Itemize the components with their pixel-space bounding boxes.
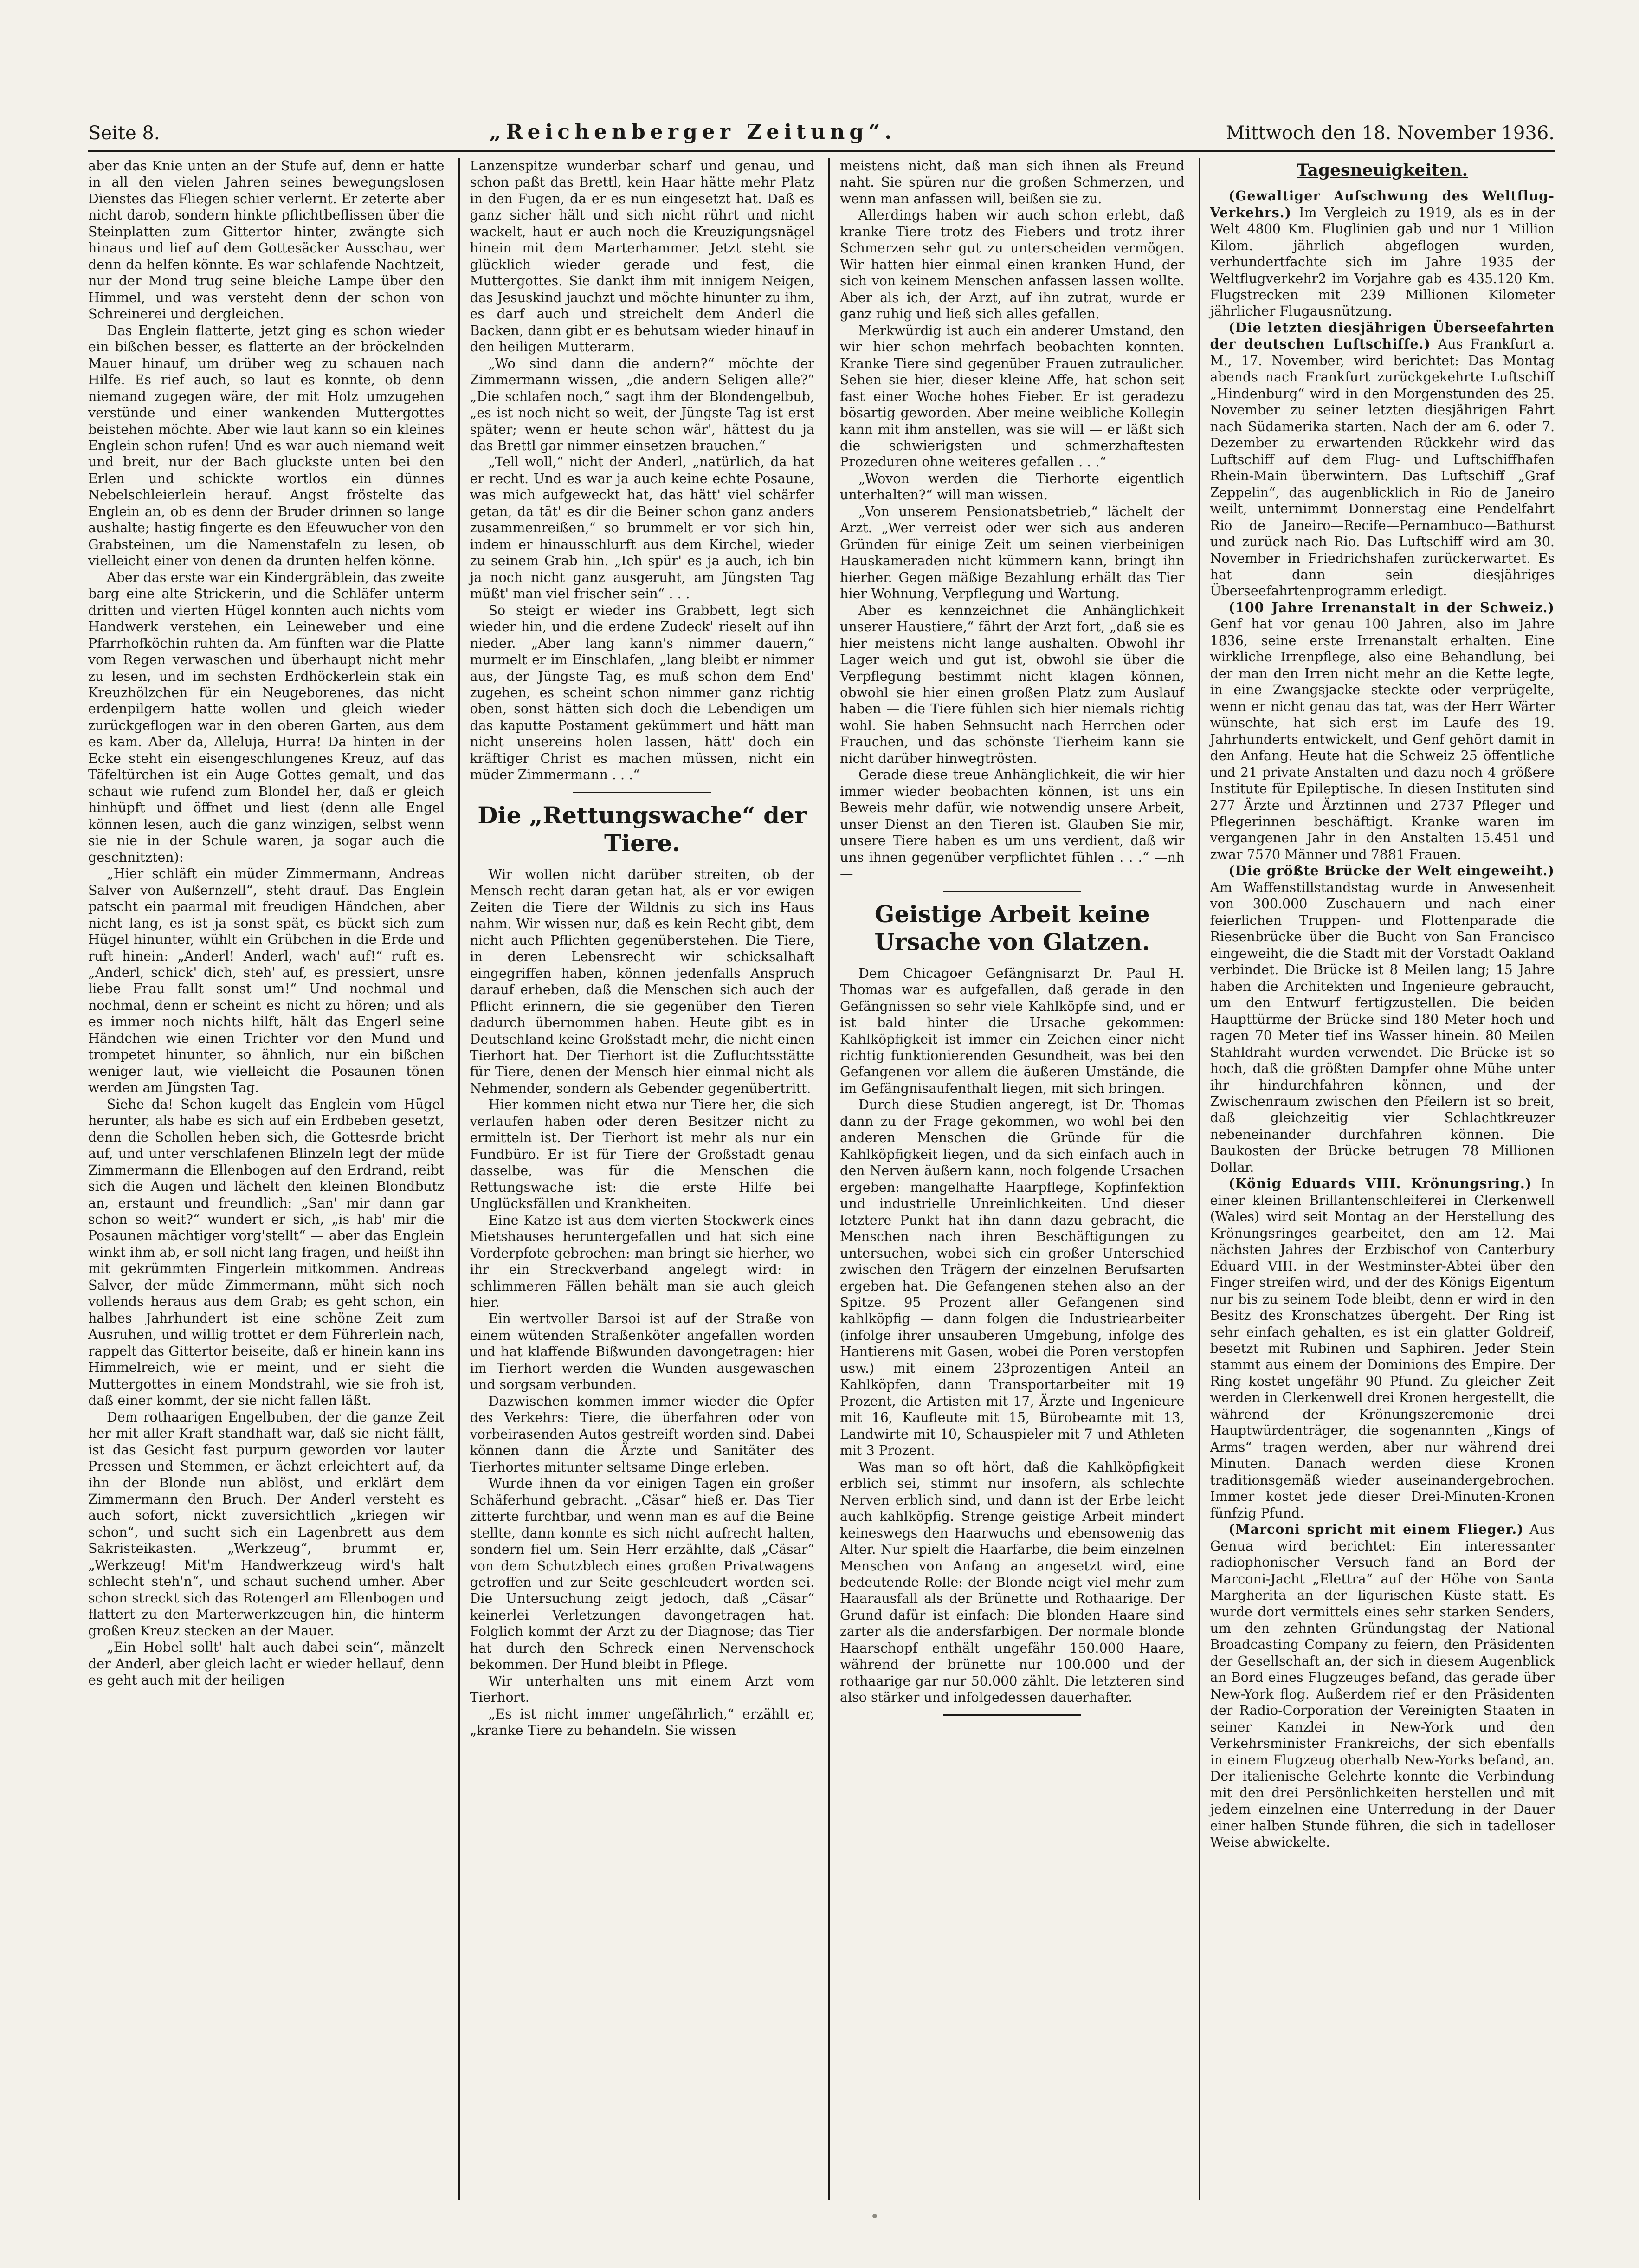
paragraph: „Wovon werden die Tierhorte eigentlich unterhalten?“ will man wissen. — [840, 471, 1185, 503]
paragraph: Dem Chicagoer Gefängnisarzt Dr. Paul H. Thomas war es aufgefallen, daß gerade in den Gefängnissen so sehr viele Kahlköpfe sind, und er ist bald hinter die Ursache gekommen: Kahlköpfigkeit ist immer ein Zeichen einer nicht richtig funktionierenden Gesundheit, was bei den Gefangenen vor allem die äußeren Umstände, die im Gefängnisaufenthalt liegen, mit sich bringen. — [840, 965, 1185, 1096]
paragraph: Wurde ihnen da vor einigen Tagen ein großer Schäferhund gebracht. „Cäsar“ hieß er. Das Tier zitterte furchtbar, und wenn man es auf die Beine stellte, dann konnte es sich nicht aufrecht halten, sondern fiel um. Sein Herr erzählte, daß „Cäsar“ von dem Schutzblech eines großen Privatwagens getroffen und zur Seite geschleudert worden sei. Die Untersuchung zeigt jedoch, daß „Cäsar“ keinerlei Verletzungen davongetragen hat. Folglich kommt der Arzt zu der Diagnose; das Tier hat durch den Schreck einen Nervenschock bekommen. Der Hund bleibt in Pflege. — [470, 1476, 814, 1673]
masthead: „Reichenberger Zeitung“. — [489, 120, 897, 144]
news-item-lead: (Die letzten diesjährigen Überseefahrten der deutschen Luftschiffe.) — [1210, 319, 1555, 352]
issue-date: Mittwoch den 18. November 1936. — [1226, 123, 1555, 144]
paragraph: Ein wertvoller Barsoi ist auf der Straße von einem wütenden Straßenköter angefallen worden und hat klaffende Bißwunden davongetragen: hier im Tierhort werden die Wunden ausgewaschen und sorgsam verbunden. — [470, 1311, 814, 1393]
paragraph: Hier kommen nicht etwa nur Tiere her, die sich verlaufen haben oder deren Besitzer nicht zu ermitteln ist. Der Tierhort ist mehr als nur ein Fundbüro. Er ist für Tiere der Großstadt genau dasselbe, was für die Menschen die Rettungswache ist: die erste Hilfe bei Unglücksfällen und Krankheiten. — [470, 1097, 814, 1212]
paragraph: meistens nicht, daß man sich ihnen als Freund naht. Sie spüren nur die großen Schmerzen, und wenn man anfassen will, beißen sie zu. — [840, 158, 1185, 207]
paragraph: Merkwürdig ist auch ein anderer Umstand, den wir hier schon mehrfach beobachten konnten. Kranke Tiere sind gegenüber Frauen zutraulicher. Sehen sie hier, dieser kleine Affe, hat schon seit fast einer Woche hohes Fieber. Er ist geradezu bösartig geworden. Aber meine weibliche Kollegin kann mit ihm anstellen, was sie will — er läßt sich die schwierigsten und schmerzhaftesten Prozeduren ohne weiteres gefallen . . .“ — [840, 323, 1185, 470]
news-item-lead: (Die größte Brücke der Welt eingeweiht.) — [1228, 863, 1555, 879]
paragraph: Lanzenspitze wunderbar scharf und genau, und schon paßt das Brettl, kein Haar hätte mehr Platz in den Fugen, da er es nun eingesetzt hat. Daß es ganz sicher hält und sich nicht rührt und nicht wackelt, haut er auch noch die Kreuzigungsnägel hinein mit dem Marterhammer. Jetzt steht sie glücklich wieder gerade und fest, die Muttergottes. Sie dankt ihm mit innigem Neigen, das Jesuskind jauchzt und möchte hinunter zu ihm, es darf auch und streichelt dem Anderl die Backen, dann gibt er es behutsam wieder hinauf in den heiligen Mutterarm. — [470, 158, 814, 355]
news-item — [1210, 320, 1555, 600]
paragraph: „Wo sind dann die andern?“ möchte der Zimmermann wissen, „die andern Seligen alle?“ „Die schlafen noch,“ sagt ihm der Blondengelbub, „es ist noch nicht so weit, der Jüngste Tag ist erst später; wenn er heute schon wär', hättest du ja das Brettl gar nimmer einsetzen brauchen.“ — [470, 355, 814, 453]
news-item-lead: (100 Jahre Irrenanstalt in der Schweiz.) — [1228, 599, 1555, 615]
news-item — [1210, 1176, 1555, 1521]
article-headline: Geistige Arbeit keine Ursache von Glatzen. — [874, 900, 1150, 956]
paragraph: aber das Knie unten an der Stufe auf, denn er hatte in all den vielen Jahren seines bewegungslosen Dienstes das Fliegen schier verlernt. Er zeterte aber nicht darob, sondern hinkte pflichtbeflissen über die Steinplatten zum Gittertor hinter, zwängte sich hinaus und lief auf dem Gottesäcker Ausschau, wer denn da helfen könnte. Es war schlafende Nachtzeit, nur der Mond trug seine bleiche Lampe über den Himmel, und was versteht denn der schon von Schreinerei und dergleichen. — [88, 158, 445, 322]
paragraph: Aber das erste war ein Kindergräblein, das zweite barg eine alte Strickerin, und die Schläfer unterm dritten und vierten Hügel konnten auch nichts vom Handwerk verstehen, ein Leineweber und eine Pfarrhofköchin ruhten da. Am fünften war die Platte vom Regen verwaschen und überhaupt nicht mehr zu lesen, und im sechsten Erdhöckerlein stak ein Kreuzhölzchen für ein Neugeborenes, das nicht erdenpilgern hatte wollen und gleich wieder zurückgeflogen war in den oberen Garten, aus dem es kam. Aber da, Alleluja, Hurra! Da hinten in der Ecke steht ein eisengeschlungenes Kreuz, auf das Täfeltürchen ist ein Auge Gottes gemalt, und das schaut wie rufend zum Blondel her, daß er gleich hinhüpft und öffnet und liest (denn alle Engel können lesen, auch die ganz winzigen, selbst wenn sie nie in der Schule waren, ja sogar auch die geschnitzten): — [88, 569, 445, 865]
column-1 — [88, 158, 445, 2200]
news-item — [1210, 600, 1555, 863]
paragraph: Das Englein flatterte, jetzt ging es schon wieder ein bißchen besser, es flatterte an der bröckelnden Mauer hinauf, um drüber weg zu schauen nach Hilfe. Es rief auch, so laut es konnte, ob denn niemand zugegen wäre, der mit Holz umzugehen verstünde und einer wankenden Muttergottes beistehen möchte. Aber wie laut kann so ein kleines Englein schon rufen! Und es war auch niemand weit und breit, nur der Bach gluckste unten bei den Erlen und schickte wortlos ein dünnes Nebelschleierlein herauf. Angst fröstelte das Englein an, ob es denn der Bruder drinnen so lange aushalte; hastig fingerte es den Efeuwucher von den Grabsteinen, um die Namenstafeln zu lesen, ob vielleicht einer von denen da drunten helfen könne. — [88, 323, 445, 569]
column-2 — [458, 158, 815, 2200]
section-divider — [943, 891, 1081, 892]
paragraph: „Es ist nicht immer ungefährlich,“ erzählt er, „kranke Tiere zu behandeln. Sie wissen — [470, 1706, 814, 1738]
page-header — [88, 107, 1555, 152]
article-columns — [88, 158, 1555, 2200]
paragraph: „Ein Hobel sollt' halt auch dabei sein“, mänzelt der Anderl, aber gleich lacht er wieder hellauf, denn es geht auch mit der heiligen — [88, 1640, 445, 1688]
news-item-text: Genf hat vor genau 100 Jahren, also im Jahre 1836, seine erste Irrenanstalt erhalten. Eine wirkliche Irrenpflege, also eine Behandlung, bei der man den Irren nicht mehr an die Kette legte, in eine Zwangsjacke steckte oder verprügelte, wenn er nicht genau das tat, was der Herr Wärter wünschte, hat sich erst im Laufe des 19. Jahrhunderts entwickelt, und Genf gehört damit in den Anfang. Heute hat die Schweiz 25 öffentliche und 21 private Anstalten und dazu noch 4 größere Institute für Epileptische. In diesen Instituten sind 277 Ärzte und Ärztinnen und 2737 Pfleger und Pflegerinnen beschäftigt. Kranke waren im vergangenen Jahr in den Anstalten 15.451 und zwar 7570 Männer und 7881 Frauen. — [1210, 616, 1555, 862]
news-item-text: Im Vergleich zu 1919, als es in der Welt 4800 Km. Fluglinien gab und nur 1 Million Kilom. jährlich abgeflogen wurden, verhundertfachte sich im Jahre 1935 der Weltflugverkehr2 im Vorjahre gab es 435.120 Km. Flugstrecken mit 239 Millionen Kilometer jährlicher Flugausnützung. — [1210, 205, 1555, 319]
news-item-text: Aus Genua wird berichtet: Ein interessanter radiophonischer Versuch fand an Bord der Marconi-Jacht „Elettra“ auf der Höhe von Santa Margherita an der ligurischen Küste statt. Es wurde dort vermittels eines sehr starken Senders, um den zehnten Gründungstag der National Broadcasting Company zu feiern, den Präsidenten der Gesellschaft an, der sich in diesem Augenblick an Bord eines Flugzeuges befand, das gerade über New-York flog. Außerdem rief er den Präsidenten der Radio-Corporation der Vereinigten Staaten in seiner Kanzlei in New-York und den Verkehrsminister Frankreichs, der sich ebenfalls in einem Flugzeug oberhalb New-Yorks befand, an. Der italienische Gelehrte konnte die Verbindung mit den drei Persönlichkeiten herstellen und mit jedem einzelnen eine Unterredung in der Dauer einer halben Stunde führen, die sich in tadelloser Weise abwickelte. — [1210, 1522, 1555, 1850]
paragraph: Dem rothaarigen Engelbuben, der die ganze Zeit her mit aller Kraft standhaft war, daß sie nicht fällt, ist das Gesicht fast purpurn geworden vor lauter Pressen und Stemmen, er ächzt erleichtert auf, da ihn der Blonde nun ablöst, und erklärt dem Zimmermann den Bruch. Der Anderl versteht es auch sofort, nickt zuversichtlich „kriegen wir schon“, und sucht sich ein Lagenbrett aus dem Sakristeikasten. „Werkzeug“, brummt er, „Werkzeug! Mit'm Handwerkzeug wird's halt schlecht steh'n“, und schaut suchend umher. Aber schon streckt sich das Rotengerl am Ellenbogen und flattert zu den Marterwerkzeugen hin, die hinterm großen Kreuz stecken an der Mauer. — [88, 1409, 445, 1639]
news-item-text: Am Waffenstillstandstag wurde in Anwesenheit von 300.000 Zuschauern und nach einer feierlichen Truppen- und Flottenparade die Riesenbrücke über die Bucht von San Francisco eingeweiht, die die Stadt mit der Vorstadt Oakland verbindet. Die Brücke ist 8 Meilen lang; 15 Jahre haben die Architekten und Ingenieure gebraucht, um den Entwurf fertigzustellen. Die beiden Haupttürme der Brücke sind 180 Meter hoch und ragen 70 Meter tief ins Wasser hinein. 80 Meilen Stahldraht wurden verwendet. Die Brücke ist so hoch, daß die größten Dampfer ohne Mühe unter ihr hindurchfahren können, und der Zwischenraum zwischen den Pfeilern ist so breit, daß gleichzeitig vier Schlachtkreuzer nebeneinander durchfahren können. Die Baukosten der Brücke betrugen 78 Millionen Dollar. — [1210, 879, 1555, 1175]
paragraph: Was man so oft hört, daß die Kahlköpfigkeit erblich sei, stimmt nur insofern, als schlechte Nerven erblich sind, und dann ist der Erbe leicht auch kahlköpfig. Strenge geistige Arbeit mindert keineswegs den Haarwuchs und ebensowenig das Alter. Nur spielt die Haarfarbe, die beim einzelnen Menschen von Anfang an angesetzt wird, eine bedeutende Rolle: der Blonde neigt viel mehr zum Haarausfall als der Brünette und Rothaarige. Der Grund dafür ist einfach: Die blonden Haare sind zarter als die andersfarbigen. Der normale blonde Haarschopf enthält ungefähr 150.000 Haare, während der brünette nur 100.000 und der rothaarige gar nur 50.000 zählt. Die letzteren sind also stärker und infolgedessen dauerhafter. — [840, 1459, 1185, 1706]
news-item-lead: (Marconi spricht mit einem Flieger.) — [1228, 1521, 1524, 1538]
column-4 — [1199, 158, 1555, 2200]
paragraph: „Hier schläft ein müder Zimmermann, Andreas Salver von Außernzell“, steht drauf. Das Englein patscht ein paarmal mit freudigen Händchen, aber nicht lang, es ist ja sonst spät, es bückt sich zum Hügel hinunter, wühlt ein Grübchen in die Erde und ruft hinein: „Anderl! Anderl, wach' auf!“ ruft es. „Anderl, schick' dich, steh' auf, es pressiert, unsre liebe Frau fallt sonst um!“ Und nochmal und nochmal, denn er scheint es nicht zu hören; und als es immer noch nichts hilft, hält das Engerl seine Händchen wie einen Trichter vor den Mund und trompetet hinunter, so ähnlich, nur ein bißchen weniger laut, wie vielleicht die Posaunen tönen werden am Jüngsten Tag. — [88, 866, 445, 1096]
paragraph: So steigt er wieder ins Grabbett, legt sich wieder hin, und die erdene Zudeck' rieselt auf ihn nieder. „Aber lang kann's nimmer dauern,“ murmelt er im Einschlafen, „lang bleibt er nimmer aus, der Jüngste Tag, es muß schon dem End' zugehen, es scheint schon nimmer ganz richtig oben, sonst hätten sich doch die Lebendigen um das kaputte Postament gekümmert und hätt man nicht unsereins holen lassen, hätt' doch ein kräftiger Christ es machen müssen, nicht ein müder Zimmermann . . .“ — [470, 602, 814, 783]
news-item — [1210, 188, 1555, 320]
section-divider — [573, 792, 711, 793]
section-headline: Tagesneuigkeiten. — [1297, 161, 1468, 180]
paragraph: Aber es kennzeichnet die Anhänglichkeit unserer Haustiere,“ fährt der Arzt fort, „daß sie es hier meistens nicht lange aushalten. Obwohl ihr Lager weich und gut ist, obwohl sie über die Verpflegung bestimmt nicht klagen können, obwohl sie hier einen großen Platz zum Auslauf haben — die Tiere fühlen sich hier niemals richtig wohl. Sie haben Sehnsucht nach Herrchen oder Frauchen, und das schönste Tierheim kann sie nicht darüber hinwegtrösten. — [840, 602, 1185, 766]
news-item-lead: (Gewaltiger Aufschwung des Weltflug-Verkehrs.) — [1210, 188, 1555, 220]
paragraph: Eine Katze ist aus dem vierten Stockwerk eines Mietshauses heruntergefallen und hat sich eine Vorderpfote gebrochen: man bringt sie hierher, wo ihr ein Streckverband angelegt wird: in schlimmeren Fällen behält man sie auch gleich hier. — [470, 1212, 814, 1310]
news-item — [1210, 863, 1555, 1176]
punch-hole-mark — [872, 2214, 877, 2218]
section-divider — [943, 1714, 1081, 1716]
paragraph: Durch diese Studien angeregt, ist Dr. Thomas dann zu der Frage gekommen, wo wohl bei den anderen Menschen die Gründe für die Kahlköpfigkeit liegen, und da sich einfach auch in den Nerven äußern kann, noch folgende Ursachen ergeben: mangelhafte Haarpflege, Kopfinfektion und industrielle Unreinlichkeiten. Und dieser letztere Punkt hat ihn dann dazu gebracht, die Menschen nach ihren Beschäftigungen zu untersuchen, wobei sich ein großer Unterschied zwischen den Trägern der einzelnen Berufsarten ergeben hat. Die Gefangenen stehen also an der Spitze. 95 Prozent aller Gefangenen sind kahlköpfig — dann folgen die Industriearbeiter (infolge ihrer unsauberen Umgebung, infolge des Hantierens mit Gasen, wobei die Poren verstopfen usw.) mit einem 23prozentigen Anteil an Kahlköpfen, dann Transportarbeiter mit 19 Prozent, die Artisten mit 17, Ärzte und Ingenieure mit 16, Kaufleute mit 15, Bürobeamte mit 13, Landwirte mit 10, Schauspieler mit 7 und Athleten mit 3 Prozent. — [840, 1097, 1185, 1459]
paragraph: Allerdings haben wir auch schon erlebt, daß kranke Tiere trotz des Fiebers und trotz ihrer Schmerzen sehr gut zu unterscheiden vermögen. Wir hatten hier einmal einen kranken Hund, der sich von keinem Menschen anfassen lassen wollte. Aber als ich, der Arzt, auf ihn zutrat, wurde er ganz ruhig und ließ sich alles gefallen. — [840, 207, 1185, 322]
news-item-text: Aus Frankfurt a. M., 17. November, wird berichtet: Das Montag abends nach Frankfurt zurückgekehrte Luftschiff „Hindenburg“ wird in den Morgenstunden des 25. November zu seiner letzten diesjährigen Fahrt nach Südamerika starten. Nach der am 6. oder 7. Dezember zu erwartenden Rückkehr wird das Luftschiff auf dem Flug- und Luftschiffhafen Rhein-Main überwintern. Das Luftschiff „Graf Zeppelin“, das augenblicklich in Rio de Janeiro weilt, unternimmt Donnerstag eine Pendelfahrt Rio de Janeiro—Recife—Pernambuco—Bathurst und zurück nach Rio. Das Luftschiff wird am 30. November in Friedrichshafen zurückerwartet. Es hat dann sein diesjähriges Überseefahrtenprogramm erledigt. — [1210, 336, 1555, 599]
paragraph: Siehe da! Schon kugelt das Englein vom Hügel herunter, als habe es sich auf ein Erdbeben gesetzt, denn die Schollen heben sich, die Gottesrde bricht auf, und unter verschlafenen Blinzeln legt der müde Zimmermann die Ellenbogen auf den Erdrand, reibt sich die Augen und lächelt den kleinen Blondbutz an, erstaunt und freundlich: „San' mir dann gar schon so weit?“ wundert er sich, „is hab' mir die Posaunen mächtiger vorg'stellt“ — aber das Englein winkt ihm ab, er soll nicht lang fragen, und heißt ihn mit gekrümmten Fingerlein mitkommen. Andreas Salver, der müde Zimmermann, müht sich noch vollends heraus aus dem Grab; es geht schon, ein halbes Jahrhundert ist eine schöne Zeit zum Ausruhen, und willig trottet er dem Führerlein nach, rappelt das Gittertor beiseite, daß er hinein kann ins Himmelreich, wie er meint, und er sieht die Muttergottes in einem Mondstrahl, wie sie froh ist, daß einer kommt, der sie nicht fallen läßt. — [88, 1096, 445, 1409]
news-item — [1210, 1521, 1555, 1850]
news-item-lead: (König Eduards VIII. Krönungsring.) — [1228, 1176, 1532, 1192]
paragraph: „Von unserem Pensionatsbetrieb,“ lächelt der Arzt. „Wer verreist oder wer sich aus anderen Gründen für einige Zeit um seinen vierbeinigen Hauskameraden nicht kümmern kann, bringt ihn hierher. Gegen mäßige Bezahlung erhält das Tier hier Wohnung, Verpflegung und Wartung. — [840, 504, 1185, 602]
paragraph: „Tell woll,“ nicht der Anderl, „natürlich, da hat er recht. Und es war ja auch keine echte Posaune, was mich aufgeweckt hat, das hätt' viel schärfer getan, da tät' es dir die Beiner schon ganz anders zusammenreißen,“ so brummelt er vor sich hin, indem er hinausschlurft aus dem Kirchel, wieder zu seinem Grab hin. „Ich spür' es ja auch, ich bin ja noch nicht ganz ausgeruht, am Jüngsten Tag müßt' man viel frischer sein“ . . . — [470, 454, 814, 602]
paragraph: Wir wollen nicht darüber streiten, ob der Mensch recht daran getan hat, als er vor ewigen Zeiten die Tiere der Wildnis zu sich ins Haus nahm. Wir wissen nur, daß es kein Recht gibt, dem nicht auch Pflichten gegenüberstehen. Die Tiere, in deren Lebensrecht wir schicksalhaft eingegriffen haben, können jedenfalls Anspruch darauf erheben, daß die Menschen sich auch der Pflicht erinnern, die sie gegenüber den Tieren dadurch übernommen haben. Heute gibt es in Deutschland keine Großstadt mehr, die nicht einen Tierhort hat. Der Tierhort ist die Zufluchtsstätte für Tiere, denen der Mensch hier einmal nicht als Nehmender, sondern als Gebender gegenübertritt. — [470, 866, 814, 1096]
paragraph: Gerade diese treue Anhänglichkeit, die wir hier immer wieder beobachten können, ist uns ein Beweis mehr dafür, wie notwendig unsere Arbeit, unser Dienst an den Tieren ist. Glauben Sie mir, unsere Tiere haben es um uns verdient, daß wir uns ihnen gegenüber verpflichtet fühlen . . .“ —nh— — [840, 767, 1185, 882]
paragraph: Wir unterhalten uns mit einem Arzt vom Tierhort. — [470, 1673, 814, 1706]
news-item-text: In einer kleinen Brillantenschleiferei in Clerkenwell (Wales) wird seit Montag an der Herstellung des Krönungsringes gearbeitet, den am 12. Mai nächsten Jahres der Erzbischof von Canterbury Eduard VIII. in der Westminster-Abtei über den Finger streifen wird, und der des Königs Eigentum nur bis zu seinem Tode bleibt, denn er wird in den Besitz des Kronschatzes übergeht. Der Ring ist sehr einfach gehalten, es ist ein glatter Goldreif, besetzt mit Rubinen und Saphiren. Jeder Stein stammt aus einem der Dominions des Empire. Der Ring kostet ungefähr 90 Pfund. Zu gleicher Zeit werden in Clerkenwell drei Kronen hergestellt, die während der Krönungszeremonie drei Hauptwürdenträger, die sogenannten „Kings of Arms“ tragen werden, aber nur während drei Minuten. Danach werden diese Kronen traditionsgemäß wieder auseinandergebrochen. Immer kostet jede dieser Drei-Minuten-Kronen fünfzig Pfund. — [1210, 1176, 1555, 1521]
article-headline: Die „Rettungswache“ der Tiere. — [478, 801, 807, 857]
page-number: Seite 8. — [88, 123, 160, 144]
column-3 — [828, 158, 1185, 2200]
paragraph: Dazwischen kommen immer wieder die Opfer des Verkehrs: Tiere, die überfahren oder von vorbeirasenden Autos gestreift worden sind. Dabei können dann die Ärzte und Sanitäter des Tierhortes mitunter seltsame Dinge erleben. — [470, 1393, 814, 1475]
